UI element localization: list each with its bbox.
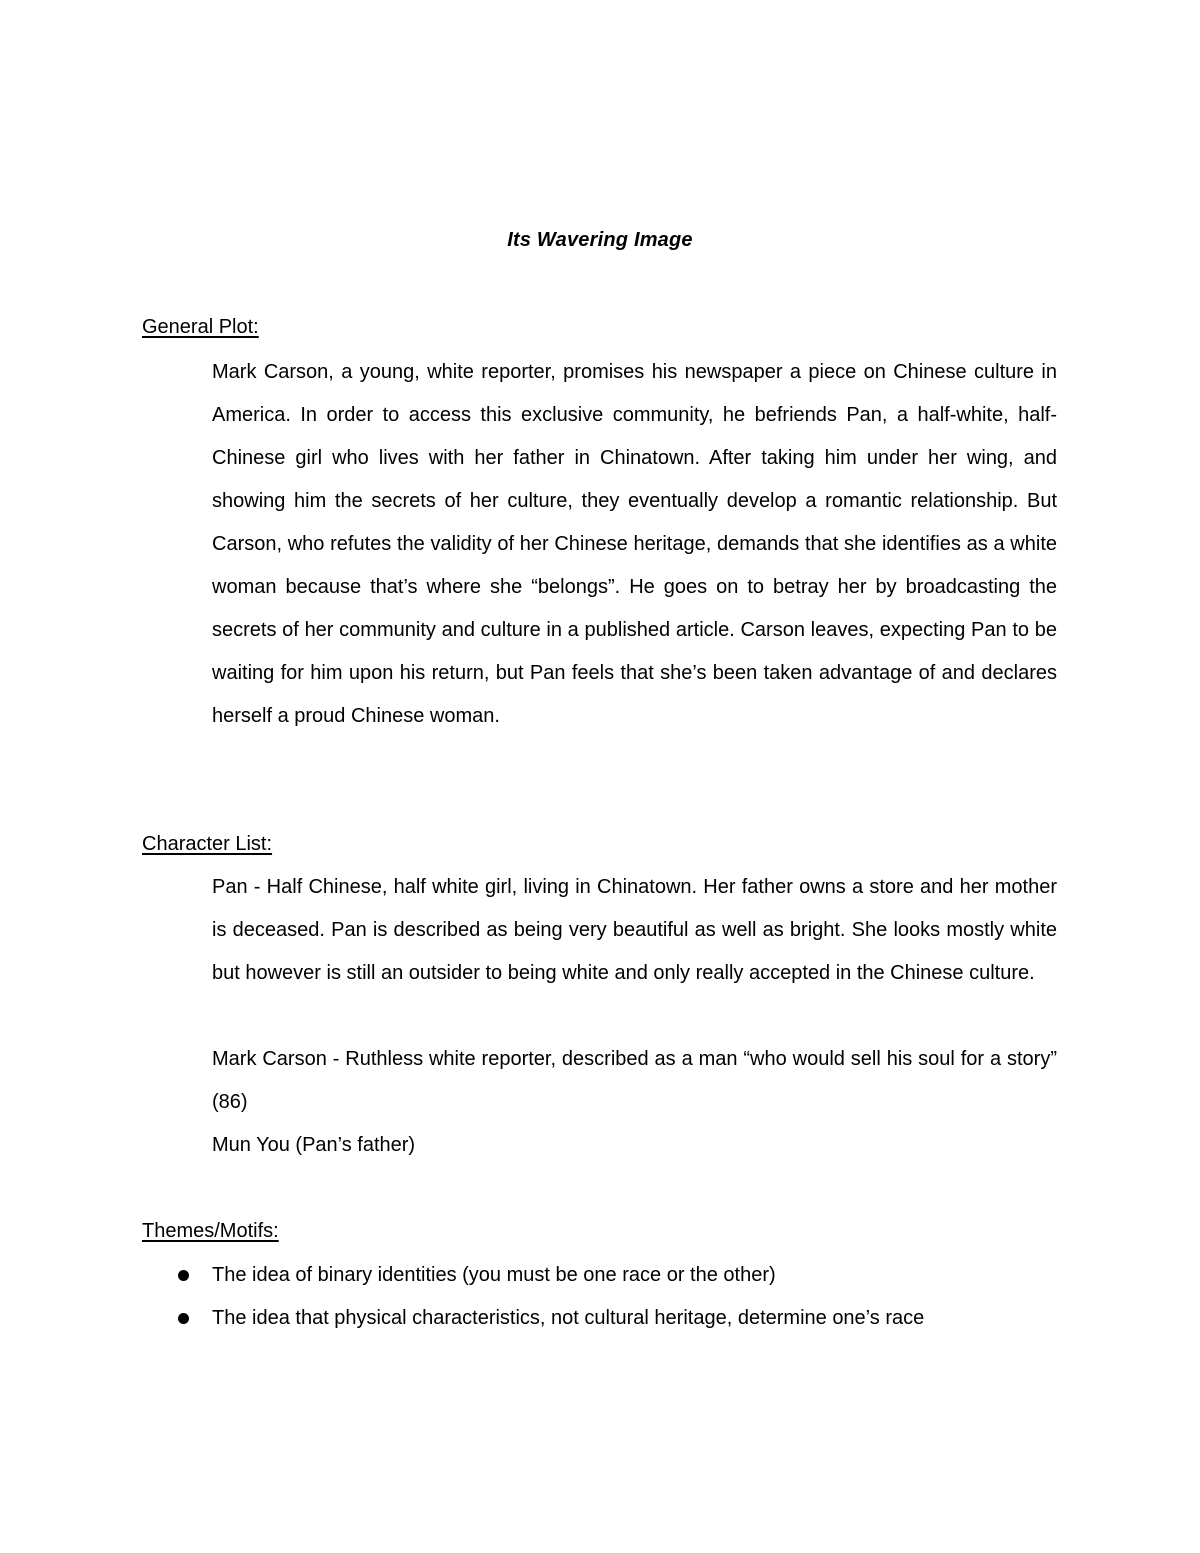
list-item	[0, 1297, 1200, 1340]
character-entry-pan: Pan - Half Chinese, half white girl, living in Chinatown. Her father owns a store and her mother is deceased. Pan is described as being very beautiful as well as bright. She looks mostly white but however is still an outsider to being white and only really accepted in the Chinese culture.	[212, 876, 1057, 984]
heading-character-list: Character List:	[142, 833, 273, 855]
character-entry-mun-you: Mun You (Pan’s father)	[212, 1134, 416, 1156]
character-entry-mark-carson: Mark Carson - Ruthless white reporter, described as a man “who would sell his soul for a story” (86)	[212, 1048, 1057, 1113]
theme-text: The idea that physical characteristics, not cultural heritage, determine one’s race	[212, 1307, 925, 1329]
heading-general-plot: General Plot:	[142, 316, 259, 338]
bullet-dot-icon	[178, 1313, 189, 1324]
document-title: Its Wavering Image	[507, 229, 693, 251]
list-item	[0, 1254, 1200, 1297]
themes-list	[0, 1254, 1200, 1340]
general-plot-paragraph: Mark Carson, a young, white reporter, promises his newspaper a piece on Chinese culture in America. In order to access this exclusive community, he befriends Pan, a half-white, half-Chinese girl who lives with her father in Chinatown. After taking him under her wing, and showing him the secrets of her culture, they eventually develop a romantic relationship. But Carson, who refutes the validity of her Chinese heritage, demands that she identifies as a white woman because that’s where she “belongs”. He goes on to betray her by broadcasting the secrets of her community and culture in a published article. Carson leaves, expecting Pan to be waiting for him upon his return, but Pan feels that she’s been taken advantage of and declares herself a proud Chinese woman.	[212, 361, 1057, 727]
heading-themes-motifs: Themes/Motifs:	[142, 1220, 279, 1242]
theme-text: The idea of binary identities (you must be one race or the other)	[212, 1264, 776, 1286]
bullet-dot-icon	[178, 1270, 189, 1281]
